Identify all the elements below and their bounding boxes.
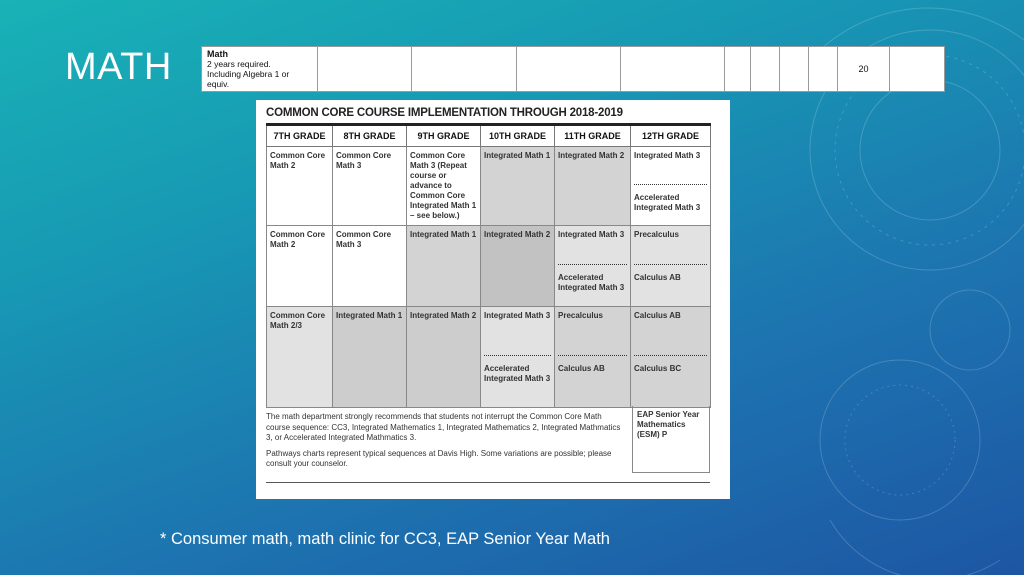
grade-header: 11TH GRADE [555, 125, 631, 147]
course-cell: Common Core Math 2/3 [267, 307, 333, 408]
grade-header: 9TH GRADE [407, 125, 481, 147]
course-option: Accelerated Integrated Math 3 [634, 184, 707, 222]
course-cell [481, 307, 555, 408]
course-cell [555, 307, 631, 408]
course-option: Integrated Math 3 [558, 230, 625, 239]
empty-cell [318, 47, 412, 92]
course-option: Precalculus [634, 230, 679, 239]
course-cell [631, 147, 711, 226]
credits-value: 20 [838, 47, 890, 92]
grade-header: 10TH GRADE [481, 125, 555, 147]
requirement-cell [202, 47, 318, 92]
course-grid [266, 123, 711, 408]
slide-title: MATH [65, 46, 172, 88]
course-option: Calculus AB [634, 311, 681, 320]
requirements-table [201, 46, 945, 92]
course-option: Accelerated Integrated Math 3 [558, 264, 627, 303]
course-note-text: The math department strongly recommends that students not interrupt the Common Core Math course sequence: CC3, Integrated Mathematics 1, Integrated Mathematics 2, Integrated Mathmatics 3, or Accelerated Integrated Mathmatics 3. [266, 412, 621, 442]
grade-header: 8TH GRADE [333, 125, 407, 147]
divider [266, 482, 710, 483]
course-cell: Common Core Math 3 [333, 147, 407, 226]
course-cell: Integrated Math 1 [481, 147, 555, 226]
course-cell: Common Core Math 3 [333, 226, 407, 307]
course-option: Integrated Math 3 [484, 311, 551, 320]
eap-course-box: EAP Senior Year Mathematics (ESM) P [632, 406, 710, 473]
requirement-line: 2 years required. [207, 59, 271, 69]
course-cell: Common Core Math 2 [267, 147, 333, 226]
course-cell: Integrated Math 1 [407, 226, 481, 307]
course-cell: Integrated Math 1 [333, 307, 407, 408]
requirement-line: Including Algebra 1 or equiv. [207, 69, 290, 89]
empty-cell [725, 47, 751, 92]
course-chart-image [256, 100, 730, 499]
slide-footnote: * Consumer math, math clinic for CC3, EAP Senior Year Math [160, 530, 610, 548]
course-cell [631, 307, 711, 408]
grade-header: 12TH GRADE [631, 125, 711, 147]
course-cell: Integrated Math 2 [407, 307, 481, 408]
empty-cell [412, 47, 517, 92]
empty-cell [621, 47, 725, 92]
course-option: Calculus AB [634, 264, 707, 303]
course-cell: Common Core Math 3 (Repeat course or advance to Common Core Integrated Math 1 – see below.) [407, 147, 481, 226]
course-note-text: Pathways charts represent typical sequences at Davis High. Some variations are possible; please consult your counselor. [266, 448, 612, 468]
requirement-heading: Math [207, 49, 228, 59]
course-option: Calculus AB [558, 355, 627, 404]
course-option: Integrated Math 3 [634, 151, 701, 160]
empty-cell [751, 47, 780, 92]
course-chart-title: COMMON CORE COURSE IMPLEMENTATION THROUGH 2018-2019 [266, 107, 623, 119]
empty-cell [809, 47, 838, 92]
course-option: Accelerated Integrated Math 3 [484, 355, 551, 404]
course-cell: Common Core Math 2 [267, 226, 333, 307]
course-note [266, 412, 622, 470]
course-cell: Integrated Math 2 [555, 147, 631, 226]
empty-cell [780, 47, 809, 92]
course-option: Precalculus [558, 311, 603, 320]
course-cell [555, 226, 631, 307]
grade-header: 7TH GRADE [267, 125, 333, 147]
course-option: Calculus BC [634, 355, 707, 404]
course-cell: Integrated Math 2 [481, 226, 555, 307]
course-cell [631, 226, 711, 307]
empty-cell [517, 47, 621, 92]
empty-cell [890, 47, 945, 92]
